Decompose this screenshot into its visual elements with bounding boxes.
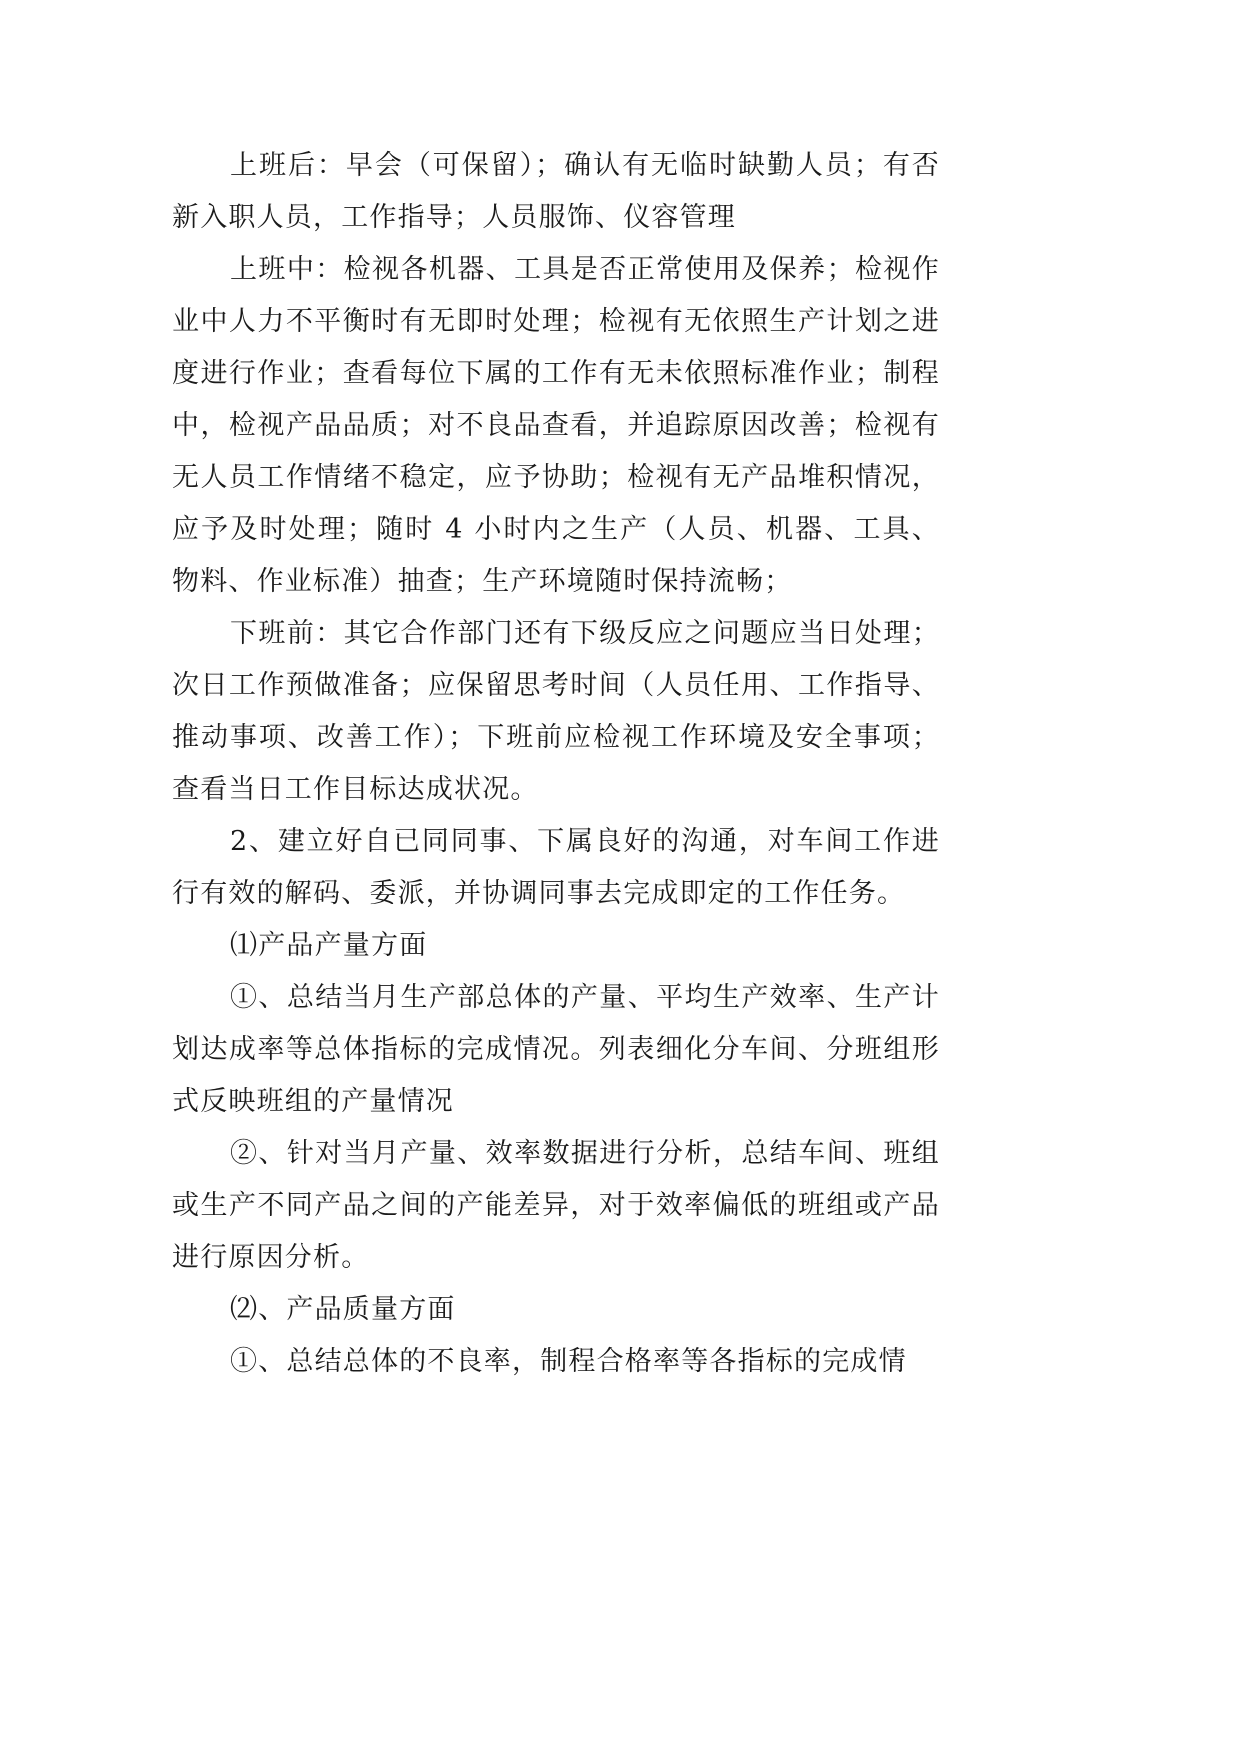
paragraph-before-shift: 上班后：早会（可保留）；确认有无临时缺勤人员；有否新入职人员，工作指导；人员服饰、仪容管理 (172, 150, 940, 233)
paragraph-end-of-shift: 下班前：其它合作部门还有下级反应之问题应当日处理；次日工作预做准备；应保留思考时间（人员任用、工作指导、推动事项、改善工作）；下班前应检视工作环境及安全事项；查看当日工作目标达成状况。 (172, 618, 940, 805)
paragraph-quality-summary: ①、总结总体的不良率，制程合格率等各指标的完成情 (230, 1346, 907, 1377)
heading-quality: ⑵、产品质量方面 (230, 1294, 456, 1325)
paragraph-during-shift: 上班中：检视各机器、工具是否正常使用及保养；检视作业中人力不平衡时有无即时处理；检视有无依照生产计划之进度进行作业；查看每位下属的工作有无未依照标准作业；制程中，检视产品品质；对不良品查看，并追踪原因改善；检视有无人员工作情绪不稳定，应予协助；检视有无产品堆积情况，应予及时处理；随时 4 小时内之生产（人员、机器、工具、物料、作业标准）抽查；生产环境随时保持流畅； (172, 254, 940, 597)
heading-output: ⑴产品产量方面 (230, 930, 428, 961)
paragraph-output-summary: ①、总结当月生产部总体的产量、平均生产效率、生产计划达成率等总体指标的完成情况。列表细化分车间、分班组形式反映班组的产量情况 (172, 982, 940, 1117)
paragraph-output-analysis: ②、针对当月产量、效率数据进行分析，总结车间、班组或生产不同产品之间的产能差异，对于效率偏低的班组或产品进行原因分析。 (172, 1138, 940, 1273)
paragraph-communication: 2、建立好自已同同事、下属良好的沟通，对车间工作进行有效的解码、委派，并协调同事去完成即定的工作任务。 (172, 826, 940, 909)
document-body (172, 140, 940, 1388)
